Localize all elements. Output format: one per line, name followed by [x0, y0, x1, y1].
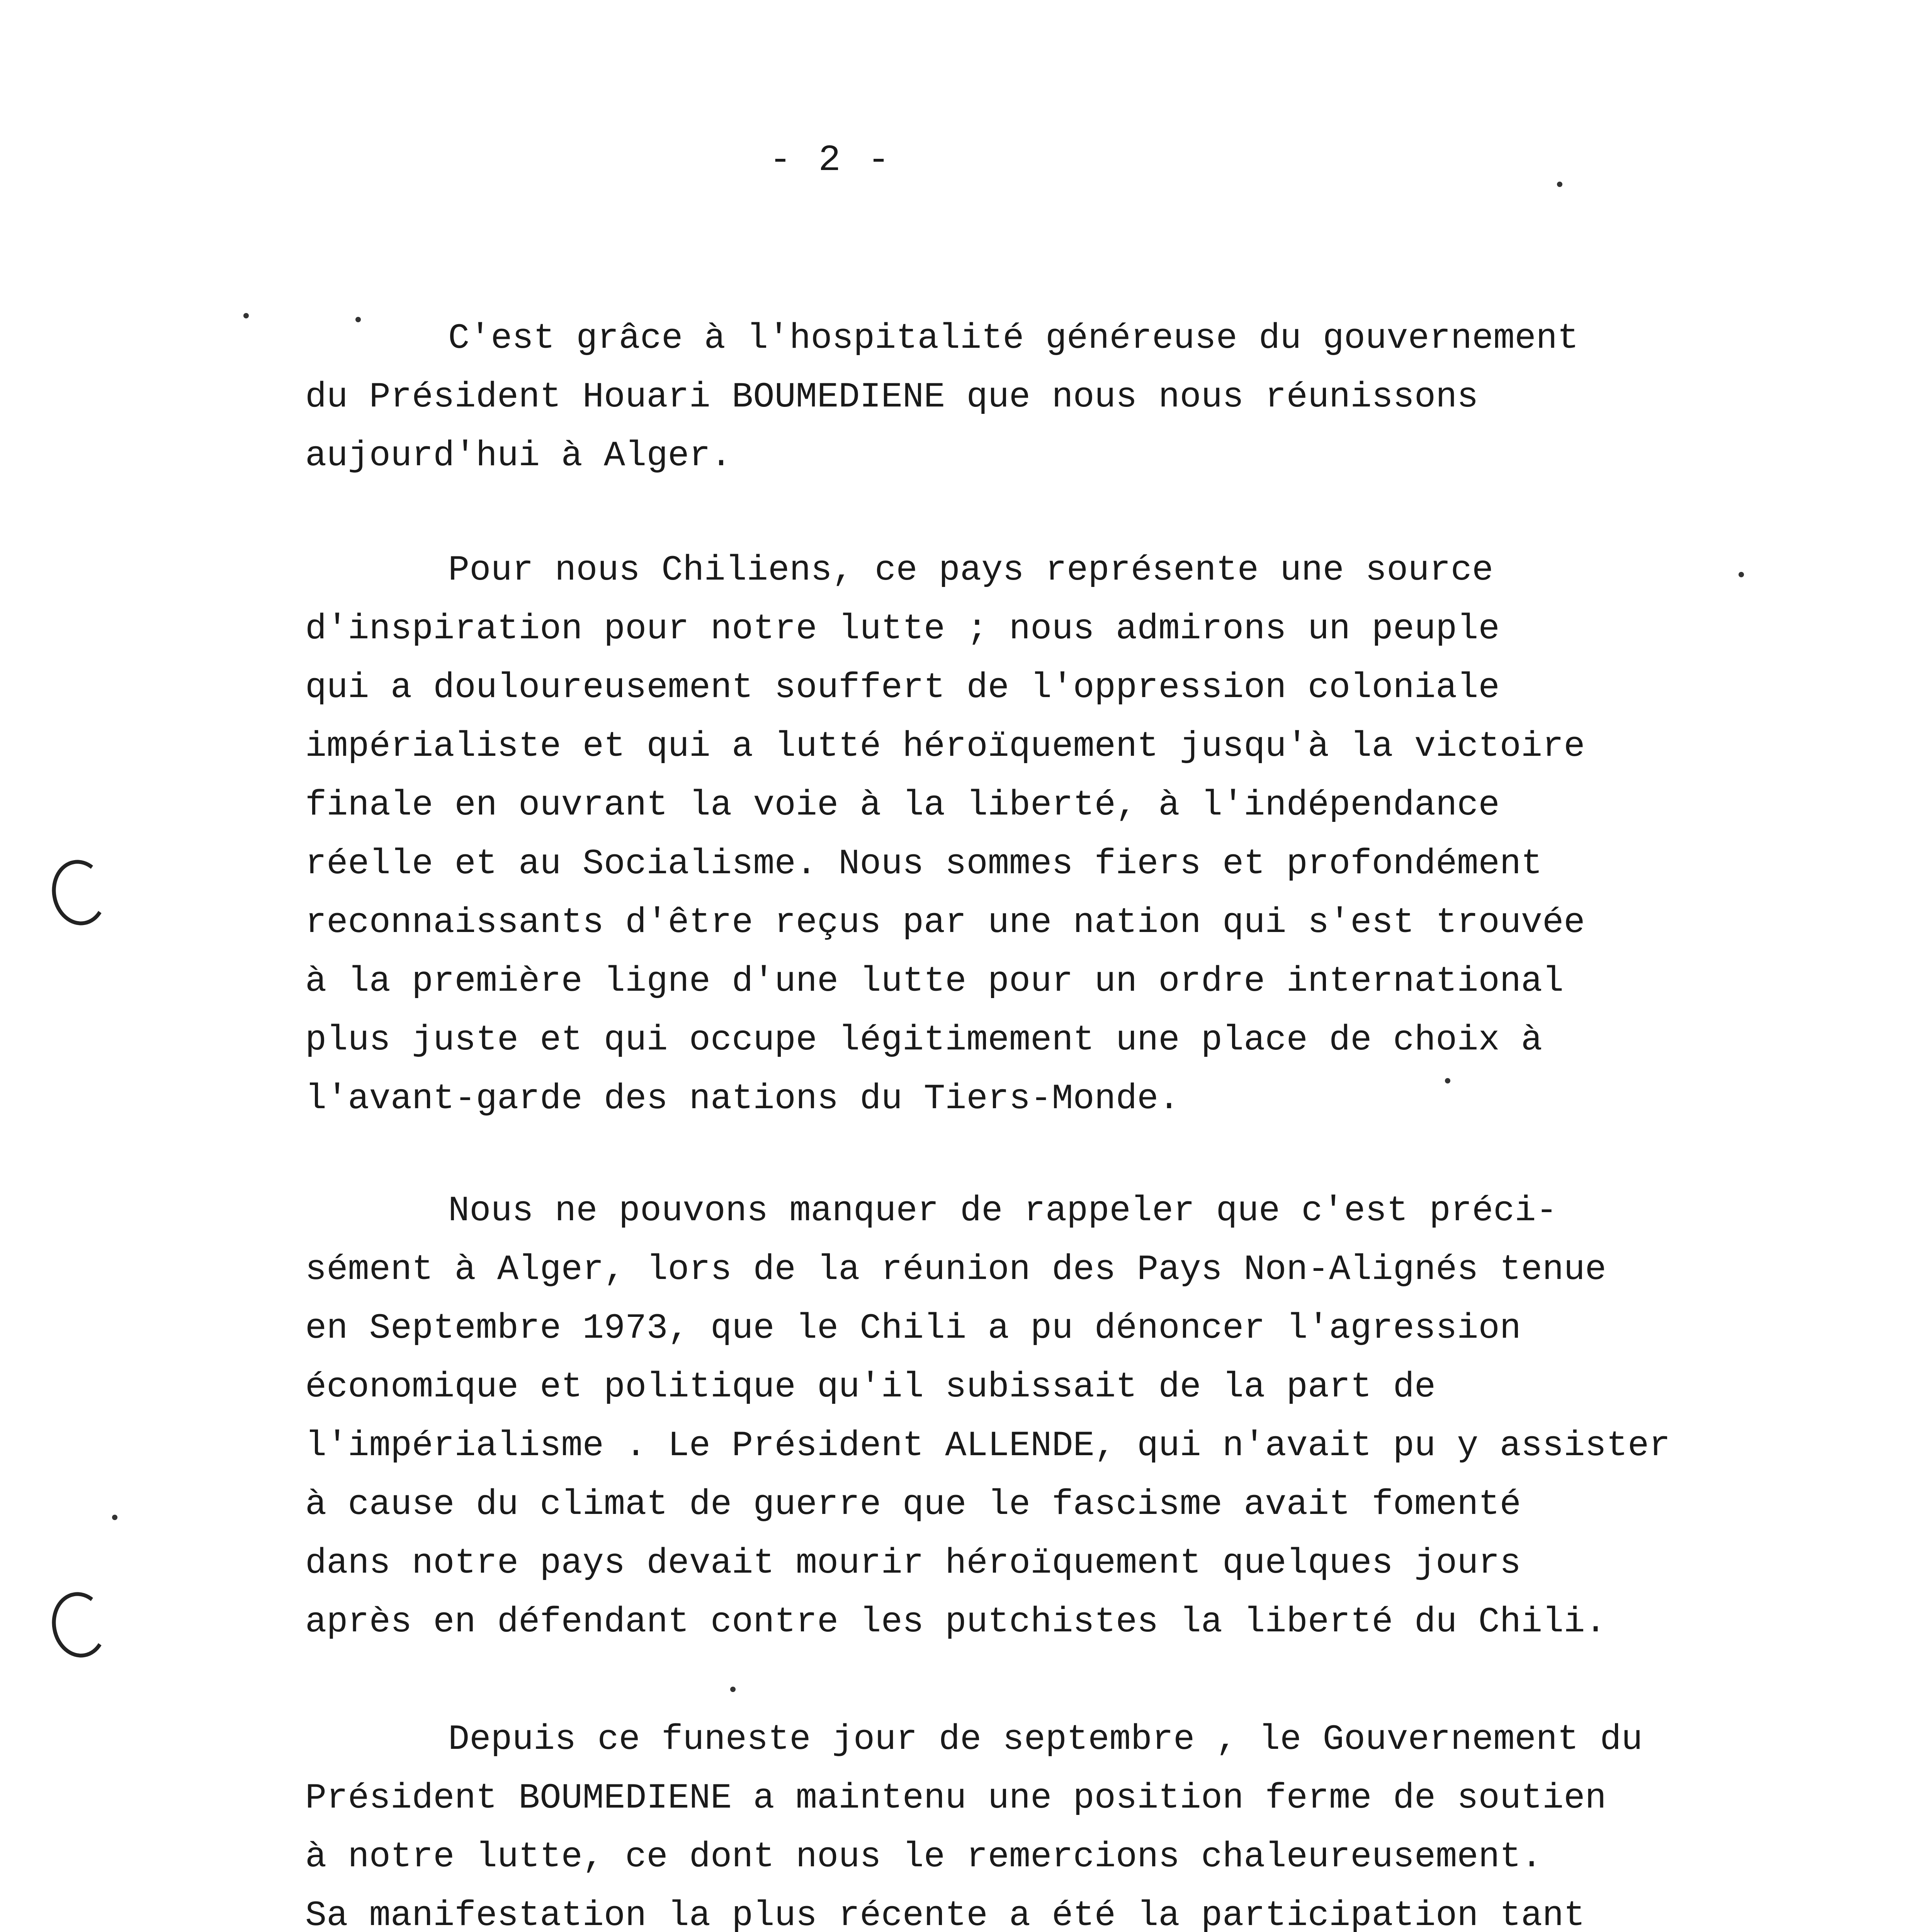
paragraph-line: finale en ouvrant la voie à la liberté, à l'indépendance [305, 785, 1500, 825]
paragraph-line: Depuis ce funeste jour de septembre , le Gouvernement du [448, 1719, 1643, 1760]
paragraph-line: réelle et au Socialisme. Nous sommes fiers et profondément [305, 844, 1543, 884]
margin-arc-mark [47, 1588, 111, 1662]
paragraph-line: du Président Houari BOUMEDIENE que nous nous réunissons [305, 377, 1479, 417]
paragraph-line: économique et politique qu'il subissait de la part de [305, 1367, 1436, 1407]
paragraph-line: Sa manifestation la plus récente a été la participation tant [305, 1895, 1585, 1932]
paragraph-line: à la première ligne d'une lutte pour un ordre international [305, 961, 1564, 1002]
paragraph-line: Président BOUMEDIENE a maintenu une position ferme de soutien [305, 1778, 1606, 1818]
paragraph-line: sément à Alger, lors de la réunion des Pays Non-Alignés tenue [305, 1249, 1606, 1290]
paragraph-line: l'avant-garde des nations du Tiers-Monde. [305, 1078, 1180, 1119]
paragraph-line: C'est grâce à l'hospitalité généreuse du gouvernement [448, 318, 1579, 359]
paragraph-line: à cause du climat de guerre que le fascisme avait fomenté [305, 1484, 1521, 1525]
scan-speck [1739, 572, 1744, 577]
paragraph-4 [305, 1710, 1773, 1932]
paragraph-line: après en défendant contre les putchistes la liberté du Chili. [305, 1602, 1606, 1642]
paragraph-line: plus juste et qui occupe légitimement une place de choix à [305, 1020, 1543, 1060]
scan-speck [730, 1687, 736, 1692]
paragraph-line: l'impérialisme . Le Président ALLENDE, qui n'avait pu y assister [305, 1425, 1671, 1466]
paragraph-line: dans notre pays devait mourir héroïquement quelques jours [305, 1543, 1521, 1583]
paragraph-line: à notre lutte, ce dont nous le remercions chaleureusement. [305, 1837, 1543, 1877]
scan-speck [1557, 182, 1562, 187]
scan-speck [1445, 1078, 1450, 1083]
paragraph-line: Pour nous Chiliens, ce pays représente une source [448, 550, 1494, 590]
page-number: - 2 - [769, 139, 892, 181]
paragraph-line: d'inspiration pour notre lutte ; nous admirons un peuple [305, 609, 1500, 649]
paragraph-3 [305, 1182, 1773, 1651]
paragraph-2 [305, 541, 1773, 1128]
paragraph-line: impérialiste et qui a lutté héroïquement jusqu'à la victoire [305, 726, 1585, 767]
paragraph-line: Nous ne pouvons manquer de rappeler que c'est préci- [448, 1190, 1557, 1231]
paragraph-line: en Septembre 1973, que le Chili a pu dénoncer l'agression [305, 1308, 1521, 1349]
scan-speck [112, 1515, 117, 1520]
paragraph-line: reconnaissants d'être reçus par une nation qui s'est trouvée [305, 902, 1585, 943]
scan-speck [355, 317, 361, 322]
paragraph-line: aujourd'hui à Alger. [305, 435, 732, 476]
scan-speck [243, 313, 249, 318]
margin-arc-mark [47, 855, 111, 930]
paragraph-line: qui a douloureusement souffert de l'oppression coloniale [305, 667, 1500, 708]
paragraph-1 [305, 309, 1773, 485]
